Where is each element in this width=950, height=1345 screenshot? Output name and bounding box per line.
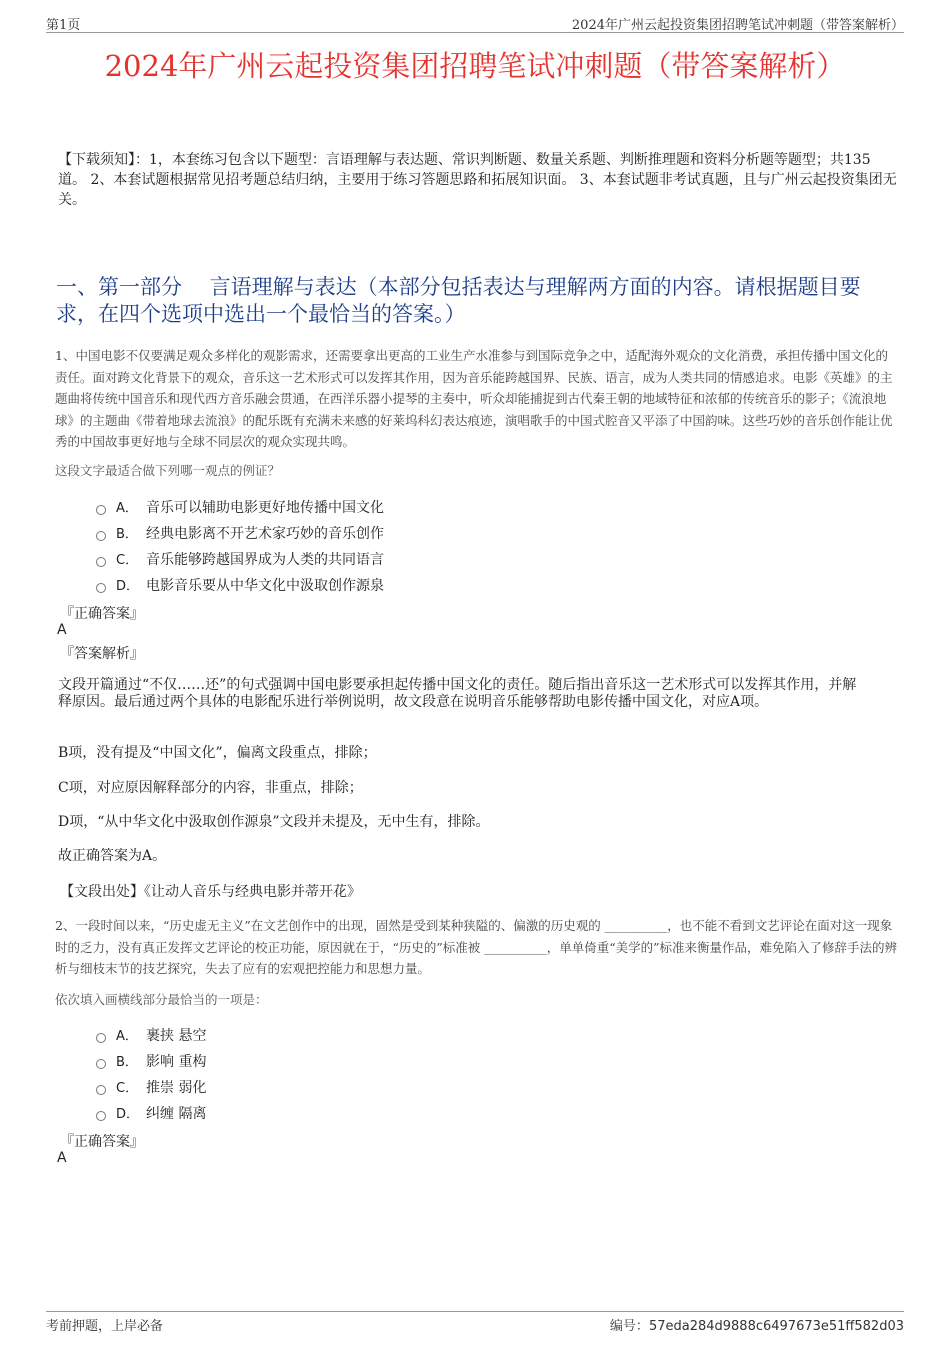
q1-option-c[interactable]: C． 音乐能够跨越国界成为人类的共同语言 — [96, 549, 384, 569]
q1-analysis-c: C项，对应原因解释部分的内容，非重点，排除； — [58, 780, 363, 796]
q1-analysis-main: 文段开篇通过“不仅……还”的句式强调中国电影要承担起传播中国文化的责任。随后指出音乐这一艺术形式可以发挥其作用，并解释原因。最后通过两个具体的电影配乐进行举例说明，故文段意在说明音乐能够帮助电影传播中国文化，对应A项。 — [58, 677, 857, 710]
radio-icon[interactable] — [96, 1111, 106, 1121]
page-header — [46, 14, 904, 33]
radio-icon[interactable] — [96, 583, 106, 593]
q1-answer-label: 『正确答案』 — [60, 606, 144, 622]
radio-icon[interactable] — [96, 1033, 106, 1043]
q1-option-d[interactable]: D． 电影音乐要从中华文化中汲取创作源泉 — [96, 575, 384, 595]
question-1-prompt: 这段文字最适合做下列哪一观点的例证？ — [55, 463, 281, 478]
radio-icon[interactable] — [96, 505, 106, 515]
q2-option-d[interactable]: D． 纠缠 隔离 — [96, 1103, 206, 1123]
q1-answer: A — [57, 622, 67, 638]
header-doc-title: 2024年广州云起投资集团招聘笔试冲刺题（带答案解析） — [571, 18, 904, 33]
question-2-prompt: 依次填入画横线部分最恰当的一项是： — [55, 992, 268, 1007]
download-notice: 【下载须知】：1，本套练习包含以下题型：言语理解与表达题、常识判断题、数量关系题、判断推理题和资料分析题等题型；共135道。 2、本套试题根据常见招考题总结归纳，主要用于练习答题思路和拓展知识面。 3、本套试题非考试真题，且与广州云起投资集团无关。 — [58, 152, 897, 208]
radio-icon[interactable] — [96, 1059, 106, 1069]
q1-source: 【文段出处】《让动人音乐与经典电影并蒂开花》 — [60, 884, 361, 900]
q1-option-a[interactable]: A． 音乐可以辅助电影更好地传播中国文化 — [96, 497, 384, 517]
q2-answer: A — [57, 1150, 67, 1166]
q2-answer-label: 『正确答案』 — [60, 1134, 144, 1150]
q1-analysis-d: D项，“从中华文化中汲取创作源泉”文段并未提及，无中生有，排除。 — [58, 814, 490, 830]
radio-icon[interactable] — [96, 557, 106, 567]
q2-option-b[interactable]: B． 影响 重构 — [96, 1051, 206, 1071]
q1-analysis-b: B项，没有提及“中国文化”，偏离文段重点，排除； — [58, 745, 377, 761]
q2-option-c[interactable]: C． 推崇 弱化 — [96, 1077, 206, 1097]
q1-option-b[interactable]: B． 经典电影离不开艺术家巧妙的音乐创作 — [96, 523, 384, 543]
footer-code: 编号：57eda284d9888c6497673e51ff582d03 — [609, 1319, 904, 1334]
radio-icon[interactable] — [96, 531, 106, 541]
section-heading: 一、第一部分 言语理解与表达（本部分包括表达与理解两方面的内容。请根据题目要求，在四个选项中选出一个最恰当的答案。） — [56, 275, 861, 326]
q2-option-a[interactable]: A． 裹挟 悬空 — [96, 1025, 206, 1045]
question-1-text: 1、中国电影不仅要满足观众多样化的观影需求，还需要拿出更高的工业生产水准参与到国际竞争之中，适配海外观众的文化消费，承担传播中国文化的责任。面对跨文化背景下的观众，音乐这一艺术形式可以发挥其作用，因为音乐能跨越国界、民族、语言，成为人类共同的情感追求。电影《英雄》的主题曲将传统中国音乐和现代西方音乐融会贯通，在西洋乐器小提琴的主奏中，听众却能捕捉到古代秦王朝的地域特征和浓郁的传统音乐的影子；《流浪地球》的主题曲《带着地球去流浪》的配乐既有充满未来感的好莱坞科幻表达痕迹，演唱歌手的中国式腔音又平添了中国韵味。这些巧妙的音乐创作能让优秀的中国故事更好地与全球不同层次的观众实现共鸣。 — [55, 348, 893, 449]
q1-analysis-label: 『答案解析』 — [60, 646, 144, 662]
document-title: 2024年广州云起投资集团招聘笔试冲刺题（带答案解析） — [104, 49, 846, 83]
page-footer — [46, 1311, 904, 1335]
radio-icon[interactable] — [96, 1085, 106, 1095]
footer-slogan: 考前押题，上岸必备 — [46, 1319, 164, 1334]
page-number: 第1页 — [46, 18, 81, 33]
q1-analysis-conclusion: 故正确答案为A。 — [58, 848, 167, 864]
question-2-text: 2、一段时间以来，“历史虚无主义”在文艺创作中的出现，固然是受到某种狭隘的、偏激的历史观的 __________，也不能不看到文艺评论在面对这一现象时的乏力，没有真正发挥文艺评论的校正功能，原因就在于，“历史的”标准被 __________，单单倚重“美学的”标准来衡量作品，难免陷入了修辞手法的辨析与细枝末节的技艺探究，失去了应有的宏观把控能力和思想力量。 — [55, 918, 898, 976]
